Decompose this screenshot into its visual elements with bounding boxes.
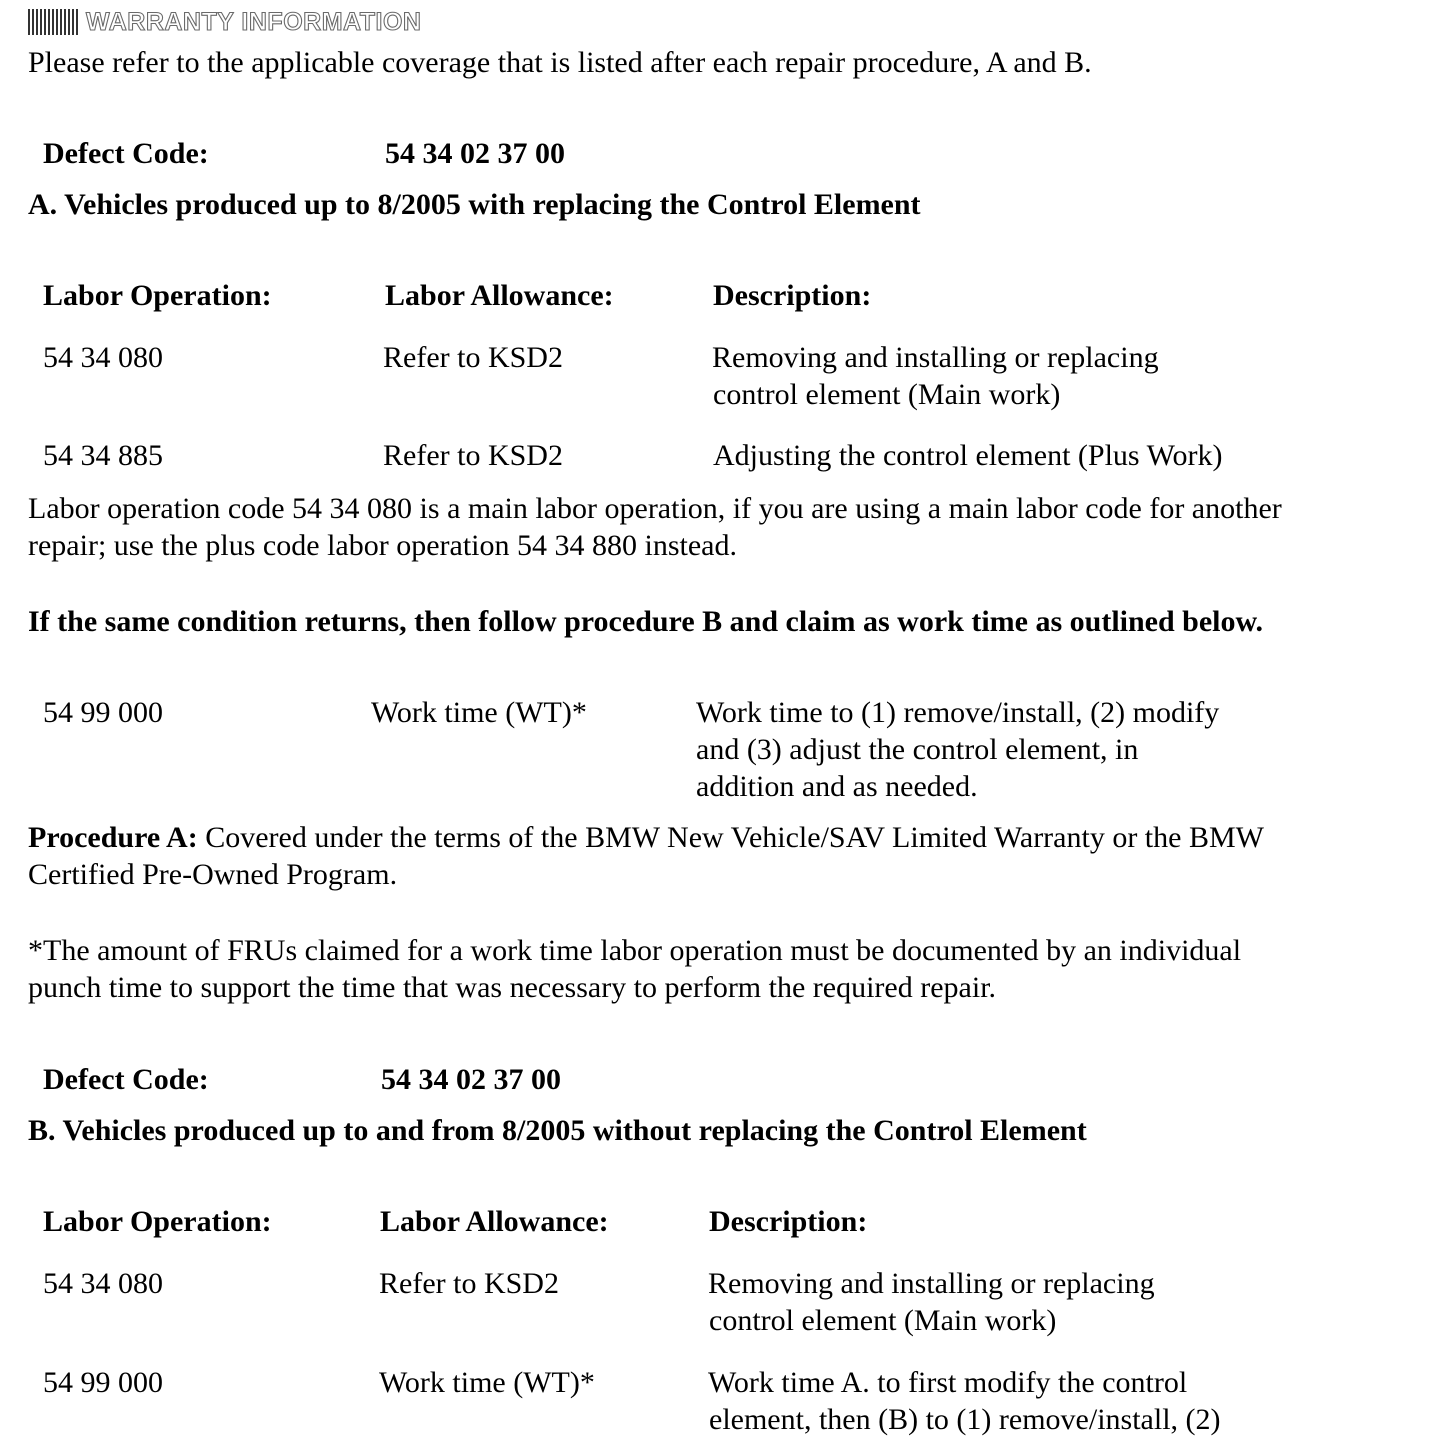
section-b-row2-allowance: Work time (WT)*: [379, 1366, 595, 1399]
section-b-defect-code: 54 34 02 37 00: [381, 1063, 561, 1096]
intro-text: Please refer to the applicable coverage that is listed after each repair procedure, A and B.: [28, 46, 1092, 79]
section-a-defect-label: Defect Code:: [43, 137, 209, 170]
section-a-row2-allowance: Refer to KSD2: [383, 439, 563, 472]
procedure-a-text-line1: Covered under the terms of the BMW New Vehicle/SAV Limited Warranty or the BMW: [197, 821, 1264, 854]
work-time-description-line3: addition and as needed.: [696, 770, 978, 803]
procedure-a-text-line2: Certified Pre-Owned Program.: [28, 858, 398, 891]
section-b-row1-description-line1: Removing and installing or replacing: [708, 1267, 1155, 1300]
section-a-row1-description-line2: control element (Main work): [713, 378, 1061, 411]
section-a-row1-description-line1: Removing and installing or replacing: [712, 341, 1159, 374]
section-b-row2-description-line2: element, then (B) to (1) remove/install, (2): [709, 1403, 1221, 1436]
fru-note-line2: punch time to support the time that was necessary to perform the required repair.: [28, 971, 997, 1004]
condition-note: If the same condition returns, then follow procedure B and claim as work time as outlined below.: [28, 605, 1264, 638]
section-a-row1-operation: 54 34 080: [43, 341, 163, 374]
section-a-col-description: Description:: [713, 279, 872, 312]
work-time-operation: 54 99 000: [43, 696, 163, 729]
section-a-defect-code: 54 34 02 37 00: [385, 137, 565, 170]
procedure-a-label: Procedure A:: [28, 821, 198, 854]
section-b-row1-operation: 54 34 080: [43, 1267, 163, 1300]
header-title: WARRANTY INFORMATION: [86, 8, 422, 36]
section-b-col-description: Description:: [709, 1205, 868, 1238]
section-b-heading: B. Vehicles produced up to and from 8/2005 without replacing the Control Element: [28, 1114, 1087, 1147]
section-b-row1-description-line2: control element (Main work): [709, 1304, 1057, 1337]
work-time-description-line2: and (3) adjust the control element, in: [696, 733, 1139, 766]
section-a-col-allowance: Labor Allowance:: [385, 279, 614, 312]
work-time-description-line1: Work time to (1) remove/install, (2) modify: [696, 696, 1220, 729]
fru-note-line1: *The amount of FRUs claimed for a work time labor operation must be documented by an individual: [28, 934, 1242, 967]
section-a-note-line2: repair; use the plus code labor operation 54 34 880 instead.: [28, 529, 737, 562]
section-b-col-operation: Labor Operation:: [43, 1205, 272, 1238]
section-a-row1-allowance: Refer to KSD2: [383, 341, 563, 374]
barcode-logo-icon: [28, 9, 80, 35]
section-b-defect-label: Defect Code:: [43, 1063, 209, 1096]
page-header: [28, 6, 421, 38]
work-time-allowance: Work time (WT)*: [371, 696, 587, 729]
section-a-note-line1: Labor operation code 54 34 080 is a main labor operation, if you are using a main labor code for another: [28, 492, 1282, 525]
section-a-col-operation: Labor Operation:: [43, 279, 272, 312]
section-a-heading: A. Vehicles produced up to 8/2005 with replacing the Control Element: [28, 188, 921, 221]
section-b-row2-operation: 54 99 000: [43, 1366, 163, 1399]
section-b-col-allowance: Labor Allowance:: [380, 1205, 609, 1238]
procedure-a-line1: [28, 819, 1264, 856]
section-b-row1-allowance: Refer to KSD2: [379, 1267, 559, 1300]
section-a-row2-operation: 54 34 885: [43, 439, 163, 472]
section-a-row2-description-line1: Adjusting the control element (Plus Work): [713, 439, 1223, 472]
section-b-row2-description-line1: Work time A. to first modify the control: [708, 1366, 1188, 1399]
